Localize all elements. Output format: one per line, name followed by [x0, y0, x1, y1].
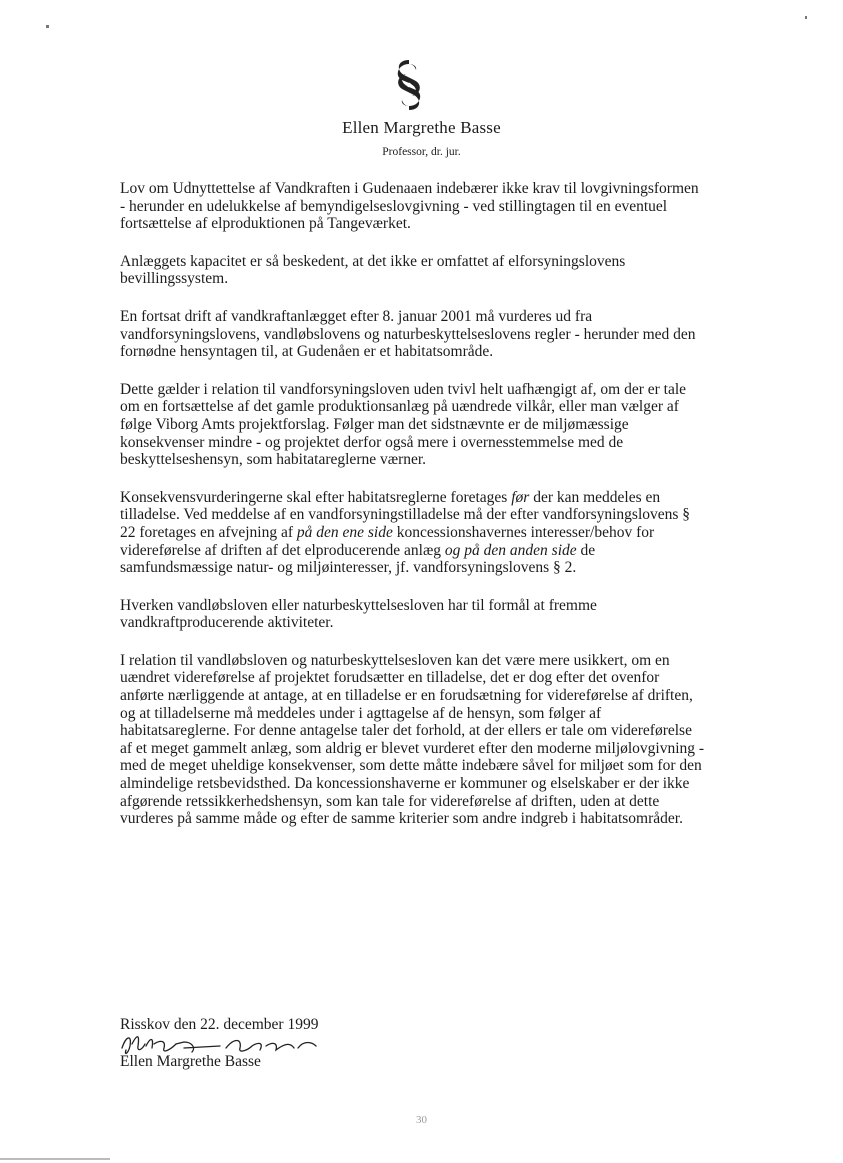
italic-text: på den ene side	[296, 523, 393, 541]
author-name: Ellen Margrethe Basse	[342, 118, 501, 137]
body-paragraph	[120, 652, 705, 828]
body-paragraph	[120, 489, 705, 577]
paragraph-text: Hverken vandløbsloven eller naturbeskyttelsesloven har til formål at fremme vandkraftproducerende aktiviteter.	[120, 596, 597, 632]
body-paragraph	[120, 180, 705, 233]
body-paragraph	[120, 253, 705, 288]
body-paragraph	[120, 597, 705, 632]
paragraph-text: Anlæggets kapacitet er så beskedent, at det ikke er omfattet af elforsyningslovens bevillingssystem.	[120, 252, 626, 288]
scan-mark	[805, 16, 807, 19]
place-date: Risskov den 22. december 1999	[120, 1016, 319, 1033]
author-title: Professor, dr. jur.	[382, 146, 461, 158]
paragraph-text: Lov om Udnyttettelse af Vandkraften i Gudenaaen indebærer ikke krav til lovgivningsformen - herunder en udelukkelse af bemyndigelseslovgivning - ved stillingtagen til en eventuel fortsættelse af elproduktionen på Tangeværket.	[120, 180, 699, 233]
body-paragraph	[120, 308, 705, 361]
page-number: 30	[416, 1114, 427, 1126]
paragraph-text: En fortsat drift af vandkraftanlægget efter 8. januar 2001 må vurderes ud fra vandforsyningslovens, vandløbslovens og naturbeskyttelseslovens regler - herunder med den fornødne hensyntagen til, at Gudenåen er et habitatsområde.	[120, 307, 696, 361]
italic-text: før	[511, 488, 530, 506]
letter-body	[120, 180, 705, 848]
signature-name: Ellen Margrethe Basse	[120, 1053, 261, 1070]
paragraph-text: Dette gælder i relation til vandforsyningsloven uden tvivl helt uafhængigt af, om der er tale om en fortsættelse af det gamle produktionsanlæg på uændrede vilkår, eller man vælger af følge Viborg Amts projektforslag. Følger man det sidstnævnte er de miljømæssige konsekvenser mindre - og projektet derfor også mere i overnesstemmelse med de beskyttelseshensyn, som habitatareglerne værner.	[120, 380, 687, 469]
body-paragraph	[120, 381, 705, 469]
paragraph-text: Konsekvensvurderingerne skal efter habitatsreglerne foretages	[120, 488, 512, 506]
paragraph-text: I relation til vandløbsloven og naturbeskyttelsesloven kan det være mere usikkert, om en uændret videreførelse af projektet forudsætter en tilladelse, det er dog efter det ovenfor anførte nærliggende at antage, at en tilladelse er en forudsætning for videreførelse af driften, og at tilladelserne må meddeles under i agttagelse af de hensyn, som følger af habitatsareglerne. For denne antagelse taler det forhold, at der ellers er tale om videreførelse af et meget gammelt anlæg, som aldrig er blevet vurderet efter den moderne miljølovgivning - med de meget uheldige konsekvenser, som dette måtte indebære såvel for miljøet som for den almindelige retsbevidsthed. Da koncessionshaverne er kommuner og elselskaber er der ikke afgørende retssikkerhedshensyn, som kan tale for videreførelse af driften, uden at dette vurderes på samme måde og efter de samme kriterier som andre indgreb i habitatsområder.	[120, 651, 705, 828]
scan-mark	[0, 1158, 110, 1160]
paragraph-text: der kan meddeles en tilladelse. Ved meddelse af en vandforsyningstilladelse må der efter vandforsyningslovens § 22 foretages en afvejning af	[120, 488, 691, 541]
paragraph-sign-logo-icon	[392, 56, 426, 114]
handwritten-signature	[118, 1026, 328, 1062]
paragraph-text: de samfundsmæssige natur- og miljøinteresser, jf. vandforsyningslovens § 2.	[120, 541, 596, 577]
paragraph-text: koncessionshavernes interesser/behov for videreførelse af driften af det elproducerende anlæg	[120, 523, 655, 559]
scan-mark	[46, 25, 49, 28]
italic-text: og på den anden side	[444, 541, 577, 559]
